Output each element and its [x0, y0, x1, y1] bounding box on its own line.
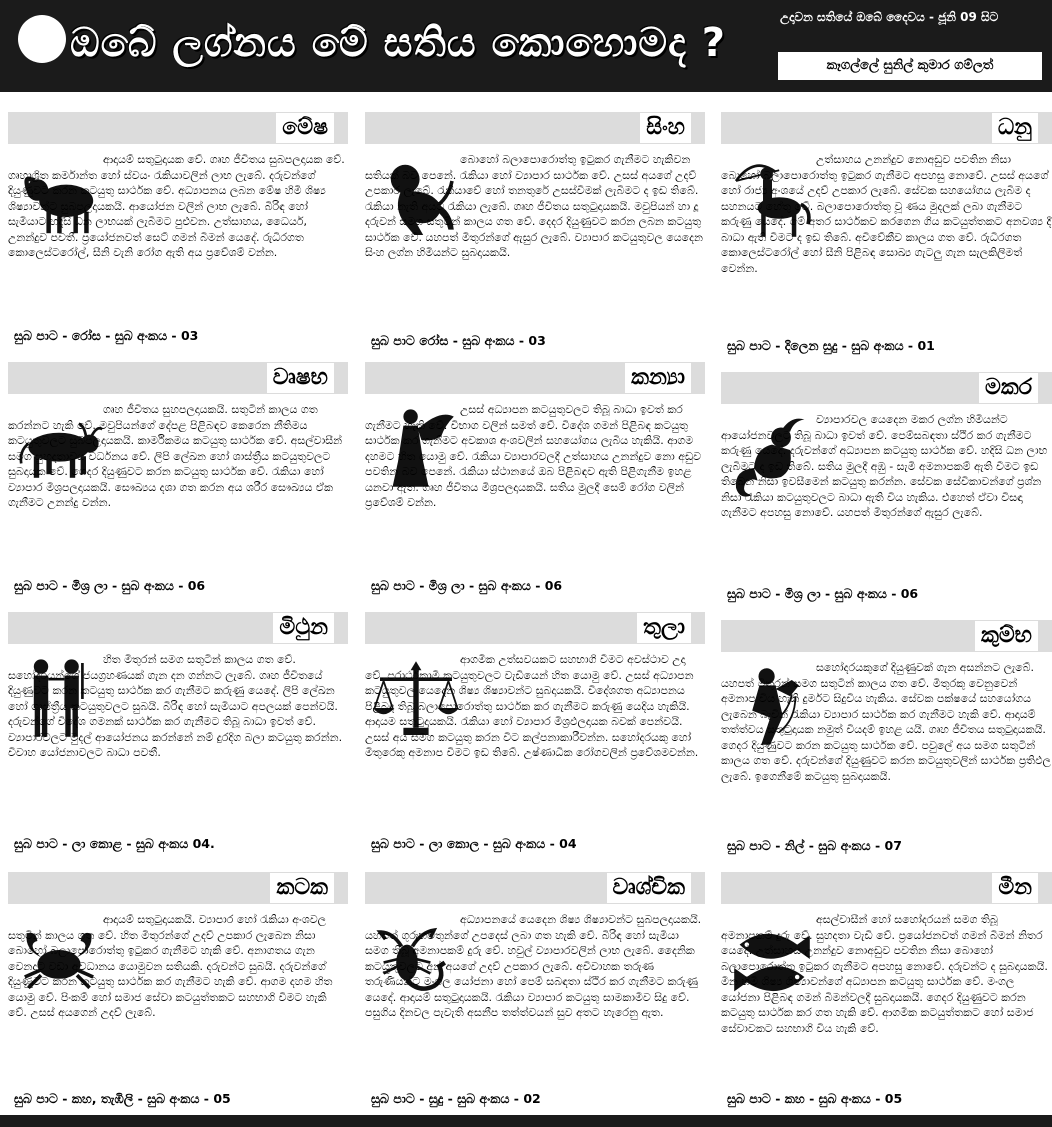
date-line: උදාවන සතියේ ඔබේ දෛවය - ජූනි 09 සිට [780, 10, 999, 24]
sign-panel [8, 362, 348, 602]
sign-reading: උත්සාහය උනන්දුව නොඅඩුව පවතින නිසා බොහෝ බලාපොරොත්තු ඉටුකර ගැනීමට අපහසු නොවේ. උසස් අයගේ හෝ රාජ්‍ය අංශයේ උදව් උපකාර ලැබේ. සේවක සහයෝගය ලැබීම ද සහනයට හේතු වේ. බලාපොරොත්තු වූ ණය මුදලක් ලබා ගැනීමට කරුණු යෙදේ. මේ අතර සාර්ථකව කරගෙන ගිය කටයුත්තකට අනවශ්‍ය දී බාධා ඇති වීමට ද ඉඩ තිබේ. අවිවේකීව කාලය ගත වේ. රුධිරගත කොලෙස්ටරෝල් හෝ සීනි පිළිබඳ සොඛ්‍ය ගැටලු ගැන සැලකිලිමත් වෙන්න. [721, 153, 1052, 275]
lucky-line: සුබ පාට - ලා කොළ - සුබ අංකය 04. [14, 836, 215, 851]
sign-title: මීන [992, 873, 1038, 903]
sign-title: තුලා [637, 613, 691, 643]
sign-panel [365, 362, 705, 602]
sign-reading: ගෘහ ජීවිතය සුහපලදායකයි. සතුටින් කාලය ගත කරන්නට හැකි වේ. මවුපියන්ගේ දේපළ පිළිබඳව කෙරෙන නීතිමය කටයුතුවලට සුබපලදායකයි. කාර්මිකමය කටයුතු සාර්ථක වේ. අසල්වාසීන් සමග සුහදතාවය වර්ධනය වේ. ලිපි ලේඛන හෝ ශාස්ත්‍රීය කටයුතුවලට සුබදායක වේ. ගෙදර දියුණුවට කරන කටයුතු සාර්ථක වේ. රැකියා හෝ ව්‍යාපාර මිශ්‍රපලදායකයි. සෞඛ්‍යය දශා ගත කරන අය ශරීර සෞඛ්‍යය ඒක ගැනීමට උනන්දු වන්න. [8, 403, 343, 509]
title-bar [365, 872, 705, 904]
title-bar [365, 362, 705, 394]
lucky-line: සුබ පාට - මිශ්‍ර ලා - සුබ අංකය - 06 [727, 586, 919, 601]
sign-panel [721, 620, 1052, 862]
title-bar [365, 112, 705, 144]
header-banner [0, 0, 1052, 92]
title-bar [8, 872, 348, 904]
lucky-line: සුබ පාට - කහ - සුබ අංකය - 05 [727, 1091, 903, 1106]
title-bar [721, 872, 1052, 904]
sign-reading: ව්‍යාපාරවල යෙදෙන මකර ලග්න හිමියන්ට ආයෝජනවලට තිබූ බාධා ඉවත් වේ. පෙම්සබඳතා ස්ථිර කර ගැනීමට කරුණු යෙදේ. දරුවන්ගේ අධ්‍යාපන කටයුතු සාර්ථක වේ. හදිසි ධන ලාභ ලැබීමට ද ඉඩ තිබේ. සතිය මුලදී අඹු - සැමි අමනාපකම් ඇති වීමට ඉඩ තිබෙන නිසා ඉවසීමෙන් කටයුතු කරන්න. සේවක සේවිකාවන්ගේ ප්‍රශ්න නිසා රැකියා කටයුතුවලට බාධා ඇති විය හැකිය. එහෙත් ඒවා විසඳා ගැනීමට අපහසු නොවේ. යහපත් මිතුරන්ගේ ඇසුර ලැබේ. [721, 413, 1048, 519]
sign-reading: ආගමික උත්සවයකට සහභාගි වීමට අවස්ථාව උදා වේ. පරාර්ථකාමී කටයුතුවලට වැඩියෙන් හිත යොමු වේ. උසස් අධ්‍යාපන කටයුතුවල යෙදෙන ශිෂ්‍ය ශිෂ්‍යාවන්ට සුබදායකයි. විදේශගත අධ්‍යාපනය පිළිබඳ තිබූ බලාපොරොත්තු සාර්ථක කර ගැනීමට කරුණු යෙදිය හැකියි. ආදායම සතුටුදායකයි. රැකියා හෝ ව්‍යාපාර මිශ්‍රඵලදායක බවක් පෙන්වයි. උසස් අය සමග කටයුතු කරන විට කල්පනාකාරීවන්න. සහෝදරයකු හෝ මිතුරෙකු අමනාප වීමට ඉඩ තිබේ. උෂ්ණාධික රෝගවලින් ප්‍රවේශමවන්න. [365, 653, 699, 759]
sign-title: මකර [979, 373, 1038, 403]
lucky-line: සුබ පාට - කහ, තැඹිලි - සුබ අංකය - 05 [14, 1091, 231, 1106]
author-box: කෑගල්ලේ සුනිල් කුමාර ගම්ලත් [778, 52, 1042, 80]
title-bar [721, 620, 1052, 652]
sign-title: මේෂ [276, 113, 334, 143]
sign-title: වෘෂභ [267, 363, 334, 393]
title-bar [8, 612, 348, 644]
sun-circle-icon [18, 15, 66, 63]
sign-panel [8, 872, 348, 1115]
sign-title: කන්‍යා [625, 363, 691, 393]
sign-reading: සහෝදරයකුගේ දියුණුවක් ගැන අසන්නට ලැබේ. යහපත් මිතුරන් සමග සතුටින් කාලය ගත වේ. මිතුරකු වෙනුවෙන් අමනාප විය හැකි දුර්මට සිදුවිය හැකිය. සේවක පක්ෂයේ සහයෝගය ලැබෙන බැවින් රැකියා ව්‍යාපාර සාර්ථක කර ගැනීමට හැකි වේ. ආදායම් තත්ත්වය සතුටුදායක නමුත් වියදම් ඉහළ යයි. ගෘහ ජීවිතය සතුටුදායකයි. ගෙදර දියුණුවට කරන කටයුතු සාර්ථක වේ. පවුලේ අය සමග සතුටින් කාලය ගත වේ. දරුවන්ගේ දියුණුවට කරන කටයුතුවලින් සාර්ථක ප්‍රතිඵල ලැබේ. ඉගෙනීමේ කටයුතු සුබදායකයි. [721, 661, 1051, 783]
sign-reading: හිත මිතුරන් සමග සතුටින් කාලය ගත වේ. සහෝදරයන්ගේ ජයග්‍රහණයක් ගැන දන ගන්නට ලැබේ. ගෘහ ජීවිතයේ දියුණුවට කරන කටයුතු සාර්ථක කර ගැනීමට කරුණු යෙදේ. ලිපි ලේඛන හෝ ශාස්ත්‍රීය කටයුතුවලට සුබයි. බිරිඳ හෝ සැමියාට අපලයක් පෙන්වයි. දරුවන්ගේ විදේශ ගමනක් සාර්ථක කර ගැනීමට තිබූ බාධා ඉවත් වේ. ව්‍යාපාරවලට මුදල් ආයෝජනය කරන්නේ නම් දුරදිග බලා කටයුතු කරන්න. විවාහ යෝජනාවලට බාධා පවතී. [8, 653, 343, 759]
sign-panel [365, 872, 705, 1115]
title-bar [365, 612, 705, 644]
sign-reading: අධ්‍යාපනයේ යෙදෙන ශිෂ්‍ය ශිෂ්‍යාවන්ට සුබපලදායකයි. යහපත් ගුරුභවතුන්ගේ උපදෙස් ලබා ගත හැකි වේ. බිරිඳ හෝ සැමියා සමග තිබූ අමනාපකම් දුරු වේ. හවුල් ව්‍යාපාරවලින් ලාභ ලැබේ. දෛනික කටයුතුවලට අන් අයගේ උදව් උපකාර ලැබේ. අවිවාහක තරුණ තරුණියන්ට මංගල යෝජනා හෝ පෙම් සබඳතා ස්ථිර කර ගැනීමට කරුණු යෙදේ. ආදායම් සතුටුදායකයි. රැකියා ව්‍යාපාර කටයුතු සාමකාමීව සිදු වේ. පසුගිය දිනවල පැවැති අසනීප තත්ත්වයන් සුව අතට හැරෙනු ඇත. [365, 913, 702, 1019]
lucky-line: සුබ පාට - සුදු - සුබ අංකය - 02 [371, 1091, 541, 1106]
lucky-line: සුබ පාට - මිශ්‍ර ලා - සුබ අංකය - 06 [371, 578, 563, 593]
lucky-line: සුබ පාට - නිල් - සුබ අංකය - 07 [727, 838, 902, 853]
title-bar [721, 372, 1052, 404]
sign-title: මිථුන [273, 613, 334, 643]
sign-panel [8, 112, 348, 352]
sign-panel [721, 112, 1052, 362]
sign-title: ධනු [992, 113, 1038, 143]
bottom-bar [0, 1115, 1052, 1127]
sign-reading: ආදායම් සතුටුදායක වේ. ගෘහ ජීවිතය සුබපලදායක වේ. ගෘහාශ්‍රිත කර්මාන්ත හෝ ස්වයං රැකියාවලින් ලාභ ලැබේ. දරුවන්ගේ දියුණුවට කරන කටයුතු සාර්ථක වේ. අධ්‍යාපනය ලබන මේෂ හිමි ශිෂ්‍ය ශිෂ්‍යාවන්ට සුබපලදායකයි. ආයෝජන වලින් ලාභ ලැබේ. බිරිඳ හෝ සැමියාට හදිසි ධන ලාභයක් ලැබීමට පුළුවන. උත්සාහය, ධෛර්ය, උනන්දුව පවතී. ප්‍රයෝජනවත් සෙට් ගමන් බිමන් යෙදේ. රුධිරගත කොලෙස්ටරෝල්, සීනි වැනි රෝග ඇති අය ප්‍රවේශම් වන්න. [8, 153, 345, 259]
sign-reading: උසස් අධ්‍යාපන කටයුතුවලට තිබූ බාධා ඉවත් කර ගැනීමට හැකි වේ. විභාග වලින් සමත් වේ. විදේශ ගමන් පිළිබඳ කටයුතු සාර්ථක කර ගැනීමට අවකාශ අංශවලින් සහයෝගය ලැබිය හැකියි. ආගම දහමට හිත යොමු වේ. රැකියා ව්‍යාපාරවලදී උත්සාහය උනන්දුව නො අඩුව පවතින බව පෙනේ. රැකියා ස්ථානයේ ඔබ පිළිබඳව ඇති පිළිගැනීම ඉහළ යනවා ඇත. ගෘහ ජීවිතය මිශ්‍රපලදායකයි. සතිය මුලදී සෙම් රෝග වලින් ප්‍රවේශම් වන්න. [365, 403, 702, 509]
lucky-line: සුබ පාට - දිලෙන සුදු - සුබ අංකය - 01 [727, 338, 935, 353]
title-bar [8, 362, 348, 394]
title-bar [721, 112, 1052, 144]
sign-panel [365, 612, 705, 860]
lucky-line: සුබ පාට - රෝස - සුබ අංකය - 03 [14, 328, 199, 343]
sign-title: කුම්භ [975, 621, 1038, 651]
sign-reading: ආදායම් සතුටුදායකයි. ව්‍යාපාර හෝ රැකියා අංශවල සතුටින් කාලය ගත වේ. හිත මිතුරන්ගේ උදව් උපකාර ලැබෙන නිසා බොහෝ බලාපොරොත්තු ඉටුකර ගැනීමට හැකි වේ. අනාගතය ගැන වෙනදාට වඩා අවධානය යොමුවන සතියකි. දරුවන්ට සුබයි. දරුවන්ගේ දියුණුවට කරන කටයුතු සාර්ථක කර ගැනීමට හැකි වේ. ආගම දහම හිත යොමු වේ. පිංකම් හෝ සමාජ සේවා කටයුත්තකට සහභාගි වීමට හැකි වේ. උසස් අයගෙන් උදව් ලැබේ. [8, 913, 333, 1019]
title-bar [8, 112, 348, 144]
sign-reading: අසල්වාසීන් හෝ සහෝදරයන් සමග තිබූ අමනාපකම් දුරු වේ. සුහදතා වැඩි වේ. ප්‍රයෝජනවත් ගමන් බිමන් නිතර යෙදේ. උත්සාහය උනන්දුව නොඅඩුව පවතින නිසා බොහෝ බලාපොරොත්තු ඉටුකර ගැනීමට අපහසු නොවේ. දරුවන්ට ද සුබදායකයි. මීන හිමි ශිෂ්‍ය ශිෂ්‍යාවන්ගේ අධ්‍යාපන කටයුතු සාර්ථක වේ. මංගල යෝජනා පිළිබඳ ගමන් බිමන්වලදී සුබදායකයි. ගෙදර දියුණුවට කරන කටයුතු සාර්ථක කර ගත හැකි වේ. ආගමික කටයුත්තකට හෝ සමාජ සේවාවකට සහභාගි විය හැකි වේ. [721, 913, 1048, 1035]
sign-panel [721, 372, 1052, 610]
sign-reading: බොහෝ බලාපොරොත්තු ඉටුකර ගැනීමට හැකිවන සතියක් බව පෙනේ. රැකියා හෝ ව්‍යාපාර සාර්ථක වේ. උසස් අයගේ උදව් උපකාර ලැබේ. රැකියාවේ හෝ තනතුරේ උසස්වීමක් ලැබීමට ද ඉඩ තිබේ. රැකියා නැති අයට රැකියා ලැබේ. ගෘහ ජීවිතය සතුටුදායකයි. මවුපියන් හා දූ දරුවන් සමග සතුටින් කාලය ගත වේ. දෙදර දියුණුවට කරන ලබන කටයුතු සාර්ථක වේ. යහපත් මිතුරන්ගේ ඇසුර ලැබේ. ව්‍යාපාර කටයුතුවල යෙදෙන සිංහ ලග්න හිමියන්ට සුබදායකයි. [365, 153, 703, 259]
sign-panel [365, 112, 705, 357]
lucky-line: සුබ පාට රෝස - සුබ අංකය - 03 [371, 333, 546, 348]
sign-title: වෘශ්චික [607, 873, 691, 903]
lucky-line: සුබ පාට - මිශ්‍ර ලා - සුබ අංකය - 06 [14, 578, 206, 593]
sign-title: සිංහ [640, 113, 691, 143]
sign-title: කටක [270, 873, 334, 903]
lucky-line: සුබ පාට - ලා කොල - සුබ අංකය - 04 [371, 836, 577, 851]
sign-panel [8, 612, 348, 860]
sign-panel [721, 872, 1052, 1115]
page-title: ඔබේ ලග්නය මේ සතිය කොහොමද ? [70, 20, 726, 66]
